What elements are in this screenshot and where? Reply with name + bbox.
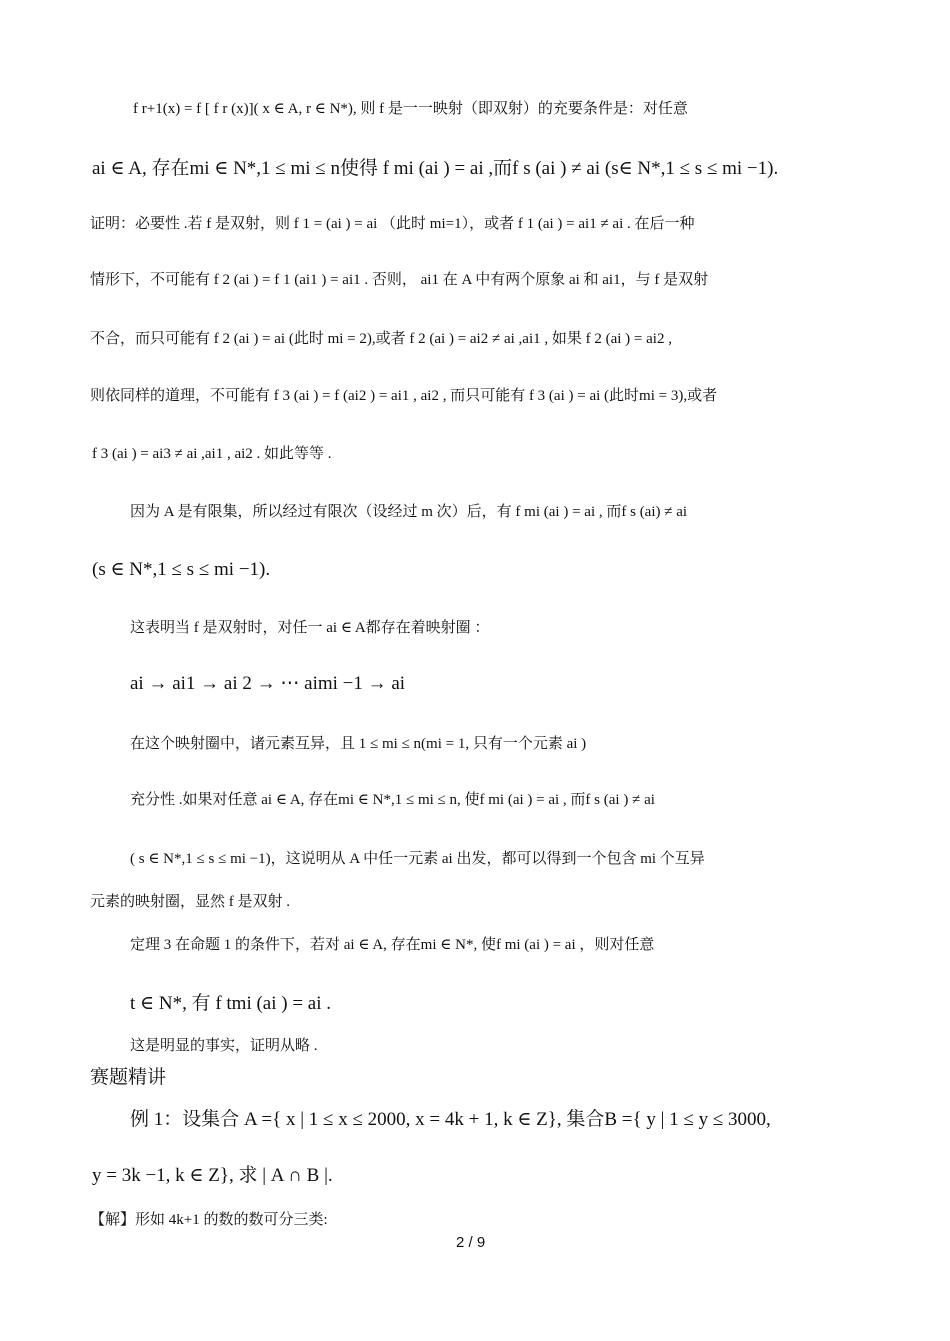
text-line-21: 【解】形如 4k+1 的数的数可分三类: — [90, 1212, 328, 1228]
text-line-8: 因为 A 是有限集，所以经过有限次（设经过 m 次）后，有 f mi (ai ) = ai , 而f s (ai) ≠ ai — [130, 504, 688, 520]
text-line-2: ai ∈ A, 存在mi ∈ N*,1 ≤ mi ≤ n使得 f mi (ai ) = ai ,而f s (ai ) ≠ ai (s∈ N*,1 ≤ s ≤ mi −1). — [92, 158, 779, 179]
text-line-19: 例 1：设集合 A ={ x | 1 ≤ x ≤ 2000, x = 4k + 1, k ∈ Z}, 集合B ={ y | 1 ≤ y ≤ 3000, — [130, 1109, 771, 1130]
text-line-16: 定理 3 在命题 1 的条件下，若对 ai ∈ A, 存在mi ∈ N*, 使f mi (ai ) = ai ，则对任意 — [130, 937, 655, 953]
text-line-20: y = 3k −1, k ∈ Z}, 求 | A ∩ B |. — [92, 1165, 333, 1186]
text-line-1: f r+1(x) = f [ f r (x)]( x ∈ A, r ∈ N*), 则 f 是一一映射（即双射）的充要条件是：对任意 — [133, 101, 688, 117]
text-line-5: 不合，而只可能有 f 2 (ai ) = ai (此时 mi = 2),或者 f 2 (ai ) = ai2 ≠ ai ,ai1 , 如果 f 2 (ai ) = ai2 , — [90, 331, 672, 347]
text-line-17: t ∈ N*, 有 f tmi (ai ) = ai . — [130, 993, 332, 1014]
text-line-14: ( s ∈ N*,1 ≤ s ≤ mi −1)，这说明从 A 中任一元素 ai 出发，都可以得到一个包含 mi 个互异 — [130, 851, 705, 867]
text-line-13: 充分性 .如果对任意 ai ∈ A, 存在mi ∈ N*,1 ≤ mi ≤ n, 使f mi (ai ) = ai , 而f s (ai ) ≠ ai — [130, 792, 655, 808]
page-number: 2 / 9 — [456, 1234, 486, 1251]
text-line-9: (s ∈ N*,1 ≤ s ≤ mi −1). — [92, 559, 271, 580]
text-line-12: 在这个映射圈中，诸元素互异，且 1 ≤ mi ≤ n(mi = 1, 只有一个元素 ai ) — [130, 736, 587, 752]
text-line-18: 这是明显的事实，证明从略 . — [130, 1038, 318, 1054]
text-line-7: f 3 (ai ) = ai3 ≠ ai ,ai1 , ai2 . 如此等等 . — [92, 446, 332, 462]
text-line-10: 这表明当 f 是双射时，对任一 ai ∈ A都存在着映射圈 ： — [130, 620, 490, 636]
text-line-6: 则依同样的道理，不可能有 f 3 (ai ) = f (ai2 ) = ai1 , ai2 , 而只可能有 f 3 (ai ) = ai (此时mi = 3),或者 — [90, 388, 718, 404]
section-heading: 赛题精讲 — [90, 1066, 167, 1088]
text-line-4: 情形下，不可能有 f 2 (ai ) = f 1 (ai1 ) = ai1 . 否则， ai1 在 A 中有两个原象 ai 和 ai1，与 f 是双射 — [90, 272, 709, 288]
text-line-3: 证明：必要性 .若 f 是双射，则 f 1 = (ai ) = ai （此时 mi=1），或者 f 1 (ai ) = ai1 ≠ ai . 在后一种 — [90, 216, 695, 232]
text-line-11: ai → ai1 → ai 2 → ⋯ aimi −1 → ai — [130, 673, 406, 694]
text-line-15: 元素的映射圈，显然 f 是双射 . — [90, 894, 290, 910]
